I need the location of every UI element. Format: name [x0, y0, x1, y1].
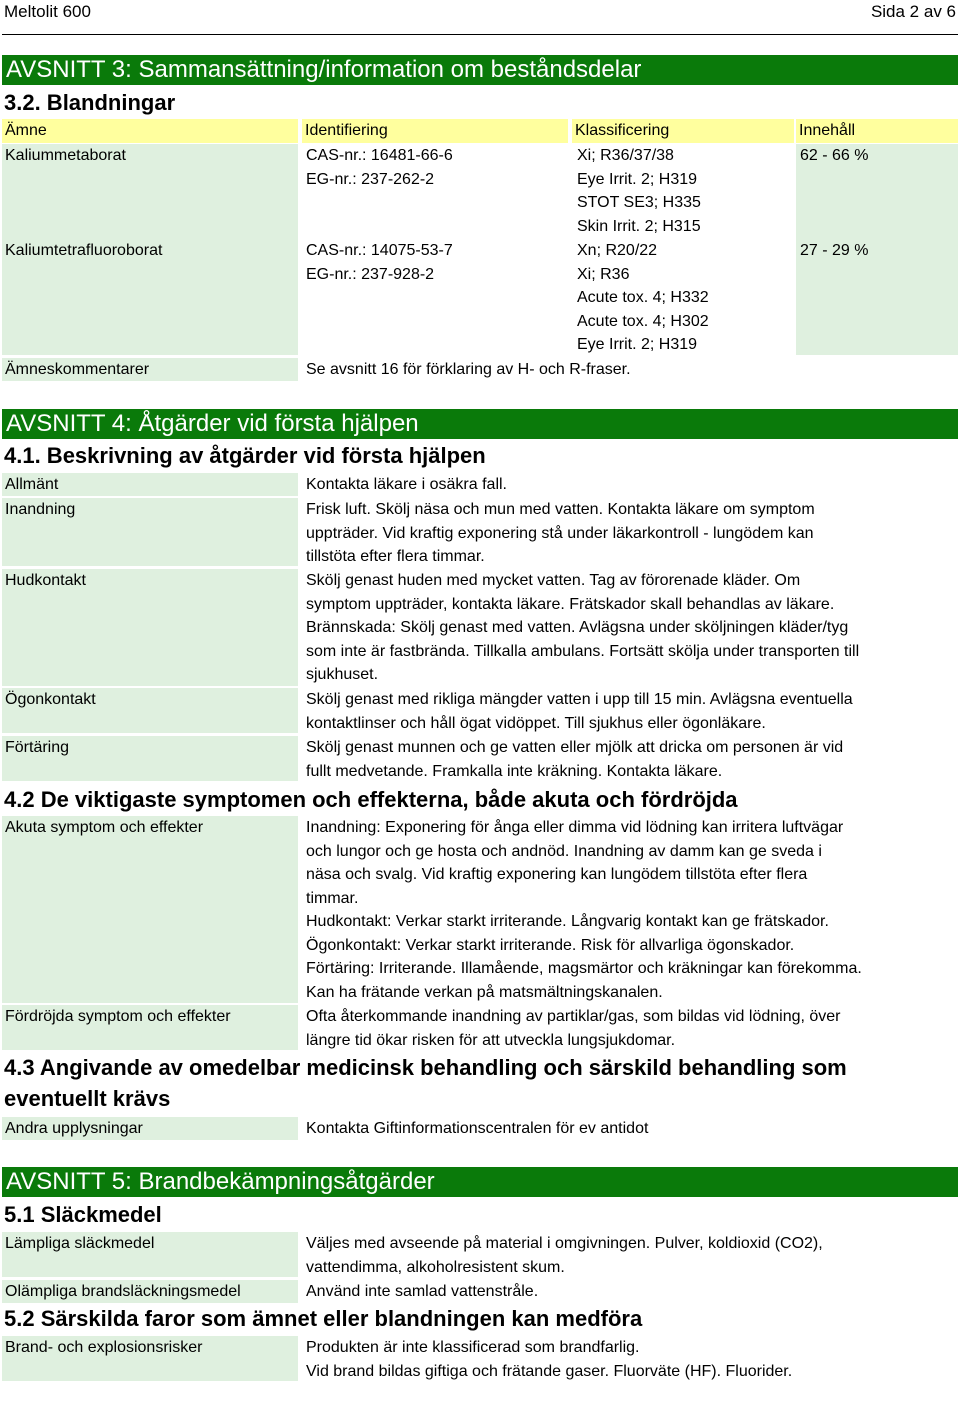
text-line: vattendimma, alkoholresistent skum.	[306, 1258, 565, 1276]
text-line: kontaktlinser och håll ögat vidöppet. Till sjukhus eller ögonläkare.	[306, 714, 766, 732]
cas-number: CAS-nr.: 16481-66-6	[306, 147, 453, 164]
text-line: Ofta återkommande inandning av partiklar/gas, som bildas vid lödning, över	[306, 1008, 841, 1025]
classification: Xi; R36/37/38	[577, 147, 674, 164]
classification: Skin Irrit. 2; H315	[577, 217, 701, 235]
text-line: tillstöta efter flera timmar.	[306, 548, 485, 565]
text-line: Kan ha frätande verkan på matsmältningskanalen.	[306, 983, 663, 1001]
text-line: Skölj genast huden med mycket vatten. Tag av förorenade kläder. Om	[306, 572, 801, 589]
product-name: Meltolit 600	[4, 2, 91, 21]
label-skin-contact: Hudkontakt	[2, 569, 298, 686]
text-line: Kontakta läkare i osäkra fall.	[306, 476, 507, 493]
classification: Eye Irrit. 2; H319	[577, 170, 698, 188]
substance-name: Kaliumtetrafluoroborat	[5, 242, 163, 259]
text-line: som inte är fastbrända. Tillkalla ambulans. Fortsätt skölja under transporten till	[306, 642, 860, 660]
page-number: Sida 2 av 6	[870, 2, 956, 21]
label-suitable-extinguishing: Lämpliga släckmedel	[2, 1232, 298, 1277]
col-header-substance: Ämne	[2, 119, 298, 143]
text-line: och lungor och ge hosta och andnöd. Inandning av damm kan ge sveda i	[306, 842, 822, 860]
label-eye-contact: Ögonkontakt	[2, 688, 298, 733]
substance-name: Kaliummetaborat	[5, 147, 126, 164]
section-5-title: AVSNITT 5: Brandbekämpningsåtgärder	[2, 1167, 958, 1197]
text-line: Produkten är inte klassificerad som brandfarlig.	[306, 1339, 640, 1356]
classification: Xi; R36	[577, 265, 630, 283]
col-header-identification: Identifiering	[302, 119, 568, 143]
text-line: fullt medvetande. Framkalla inte kräkning. Kontakta läkare.	[306, 762, 723, 780]
subsection-4-3-title-cont: eventuellt krävs	[4, 1086, 171, 1111]
text-line: uppträder. Vid kraftig exponering stå under läkarkontroll - lungödem kan	[306, 524, 814, 542]
subsection-4-1-title: 4.1. Beskrivning av åtgärder vid första hjälpen	[4, 443, 486, 468]
text-line: längre tid ökar risken för att utveckla lungsjukdomar.	[306, 1031, 676, 1049]
label-other-info: Andra upplysningar	[2, 1117, 298, 1140]
eg-number: EG-nr.: 237-262-2	[306, 170, 435, 188]
text-line: Brännskada: Skölj genast med vatten. Avlägsna under sköljningen kläder/tyg	[306, 619, 849, 636]
label-delayed-symptoms: Fördröjda symptom och effekter	[2, 1005, 298, 1050]
text-line: Skölj genast med rikliga mängder vatten i upp till 15 min. Avlägsna eventuella	[306, 691, 853, 708]
comment-label: Ämneskommentarer	[2, 358, 298, 381]
page-header	[4, 0, 956, 24]
subsection-3-2-title: 3.2. Blandningar	[4, 90, 176, 115]
text-line: Skölj genast munnen och ge vatten eller mjölk att dricka om personen är vid	[306, 739, 844, 756]
col-header-classification: Klassificering	[572, 119, 794, 143]
classification: STOT SE3; H335	[577, 194, 701, 211]
text-line: timmar.	[306, 889, 359, 907]
text-line: Vid brand bildas giftiga och frätande gaser. Fluorväte (HF). Fluorider.	[306, 1362, 793, 1380]
text-line: Förtäring: Irriterande. Illamående, magsmärtor och kräkningar kan förekomma.	[306, 960, 862, 977]
subsection-5-2-title: 5.2 Särskilda faror som ämnet eller blandningen kan medföra	[4, 1306, 643, 1331]
text-line: Ögonkontakt: Verkar starkt irriterande. Risk för allvarliga ögonskador.	[306, 936, 795, 954]
classification: Acute tox. 4; H332	[577, 289, 709, 306]
subsection-5-1-title: 5.1 Släckmedel	[4, 1202, 162, 1227]
text-line: Väljes med avseende på material i omgivningen. Pulver, koldioxid (CO2),	[306, 1235, 823, 1252]
text-line: näsa och svalg. Vid kraftig exponering kan lungödem tillstöta efter flera	[306, 866, 808, 883]
classification: Eye Irrit. 2; H319	[577, 336, 698, 353]
label-ingestion: Förtäring	[2, 736, 298, 781]
label-general: Allmänt	[2, 473, 298, 496]
section-3-title: AVSNITT 3: Sammansättning/information om beståndsdelar	[2, 55, 958, 85]
classification: Xn; R20/22	[577, 242, 658, 259]
text-line: Kontakta Giftinformationscentralen för ev antidot	[306, 1120, 649, 1137]
text-line: Använd inte samlad vattenstråle.	[306, 1283, 539, 1300]
cas-number: CAS-nr.: 14075-53-7	[306, 242, 453, 259]
label-inhalation: Inandning	[2, 498, 298, 566]
comment-text: Se avsnitt 16 för förklaring av H- och R-fraser.	[306, 361, 631, 378]
subsection-4-2-title: 4.2 De viktigaste symptomen och effekterna, både akuta och fördröjda	[4, 787, 738, 812]
text-line: Frisk luft. Skölj näsa och mun med vatten. Kontakta läkare om symptom	[306, 501, 815, 518]
text-line: Inandning: Exponering för ånga eller dimma vid lödning kan irritera luftvägar	[306, 819, 844, 836]
label-fire-explosion-risks: Brand- och explosionsrisker	[2, 1336, 298, 1381]
eg-number: EG-nr.: 237-928-2	[306, 265, 435, 283]
subsection-4-3-title: 4.3 Angivande av omedelbar medicinsk behandling och särskild behandling som	[4, 1055, 847, 1080]
text-line: Hudkontakt: Verkar starkt irriterande. Långvarig kontakt kan ge frätskador.	[306, 913, 829, 930]
label-unsuitable-extinguishing: Olämpliga brandsläckningsmedel	[2, 1280, 298, 1303]
label-acute-symptoms: Akuta symptom och effekter	[2, 816, 298, 1003]
text-line: sjukhuset.	[306, 666, 379, 683]
header-rule	[2, 34, 958, 35]
col-header-content: Innehåll	[796, 119, 958, 143]
text-line: symptom uppträder, kontakta läkare. Frätskador skall behandlas av läkare.	[306, 595, 835, 613]
content-percent: 27 - 29 %	[800, 242, 869, 259]
classification: Acute tox. 4; H302	[577, 312, 709, 330]
content-percent: 62 - 66 %	[800, 147, 869, 164]
section-4-title: AVSNITT 4: Åtgärder vid första hjälpen	[2, 409, 958, 439]
